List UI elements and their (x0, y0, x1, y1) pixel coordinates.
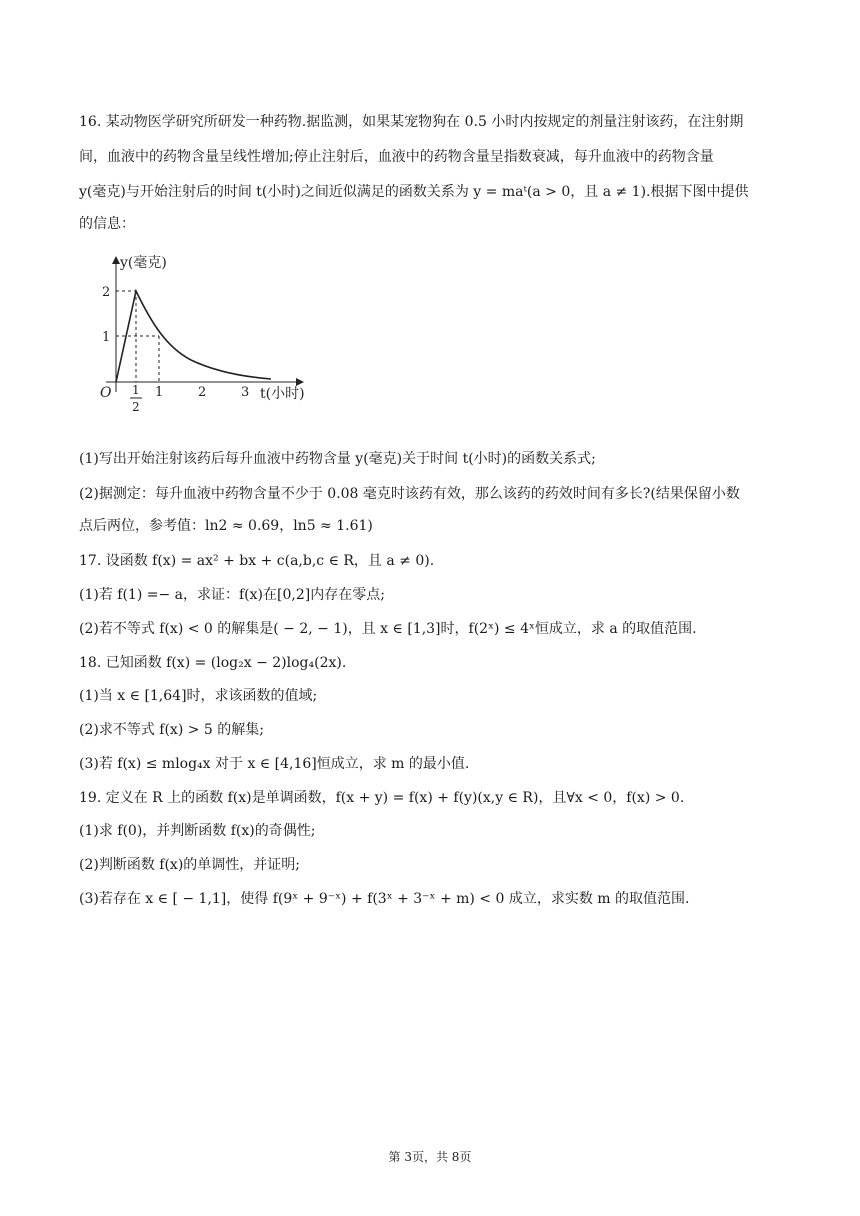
y-tick-1: 1 (102, 330, 111, 345)
problem-18-q3: (3)若 f(x) ≤ mlog₄x 对于 x ∈ [4,16]恒成立，求 m 的最小值. (79, 756, 470, 772)
problem-16-line-1: 16. 某动物医学研究所研发一种药物.据监测，如果某宠物狗在 0.5 小时内按规定的剂量注射该药，在注射期 (79, 114, 744, 130)
drug-curve (116, 291, 271, 382)
problem-16-q2-line-2: 点后两位，参考值：ln2 ≈ 0.69，ln5 ≈ 1.61) (79, 518, 373, 534)
problem-16-q2-line-1: (2)据测定：每升血液中药物含量不少于 0.08 毫克时该药有效，那么该药的药效时间有多长?(结果保留小数 (79, 486, 740, 502)
t-tick-1: 1 (155, 385, 164, 400)
t-tick-half-num: 1 (132, 383, 140, 397)
y-tick-2: 2 (102, 285, 111, 300)
problem-16-line-4: 的信息： (79, 216, 135, 232)
problem-17-q1: (1)若 f(1) =− a，求证：f(x)在[0,2]内存在零点; (79, 587, 385, 603)
problem-19-q2: (2)判断函数 f(x)的单调性，并证明; (79, 857, 300, 873)
problem-18-q2: (2)求不等式 f(x) > 5 的解集; (79, 722, 264, 738)
t-tick-3: 3 (241, 385, 250, 400)
problem-19-q1: (1)求 f(0)，并判断函数 f(x)的奇偶性; (79, 823, 316, 839)
problem-19-q3: (3)若存在 x ∈ [ − 1,1]，使得 f(9ˣ + 9⁻ˣ) + f(3ˣ + 3⁻ˣ + m) < 0 成立，求实数 m 的取值范围. (79, 891, 690, 907)
t-tick-half-den: 2 (132, 400, 140, 414)
t-axis-label: t(小时) (260, 386, 305, 402)
decay-graph (96, 252, 316, 422)
origin-label: O (100, 385, 112, 401)
problem-17-stem: 17. 设函数 f(x) = ax² + bx + c(a,b,c ∈ R，且 a ≠ 0). (79, 553, 435, 569)
t-tick-2: 2 (198, 385, 207, 400)
problem-19-stem: 19. 定义在 R 上的函数 f(x)是单调函数，f(x + y) = f(x) + f(y)(x,y ∈ R)，且∀x < 0，f(x) > 0. (79, 790, 685, 806)
y-axis-label: y(毫克) (120, 255, 167, 271)
t-axis-arrow (296, 378, 304, 386)
problem-17-q2: (2)若不等式 f(x) < 0 的解集是( − 2, − 1)，且 x ∈ [1,3]时，f(2ˣ) ≤ 4ˣ恒成立，求 a 的取值范围. (79, 621, 697, 637)
problem-16-q1: (1)写出开始注射该药后每升血液中药物含量 y(毫克)关于时间 t(小时)的函数关系式; (79, 451, 596, 467)
problem-18-stem: 18. 已知函数 f(x) = (log₂x − 2)log₄(2x). (79, 655, 347, 671)
page-footer: 第 3页，共 8页 (388, 1150, 472, 1164)
problem-16-line-3: y(毫克)与开始注射后的时间 t(小时)之间近似满足的函数关系为 y = maᵗ(a > 0，且 a ≠ 1).根据下图中提供 (79, 184, 749, 200)
y-axis-arrow (112, 256, 120, 264)
problem-16-line-2: 间，血液中的药物含量呈线性增加;停止注射后，血液中的药物含量呈指数衰减，每升血液中的药物含量 (79, 149, 714, 165)
problem-18-q1: (1)当 x ∈ [1,64]时，求该函数的值域; (79, 688, 318, 704)
